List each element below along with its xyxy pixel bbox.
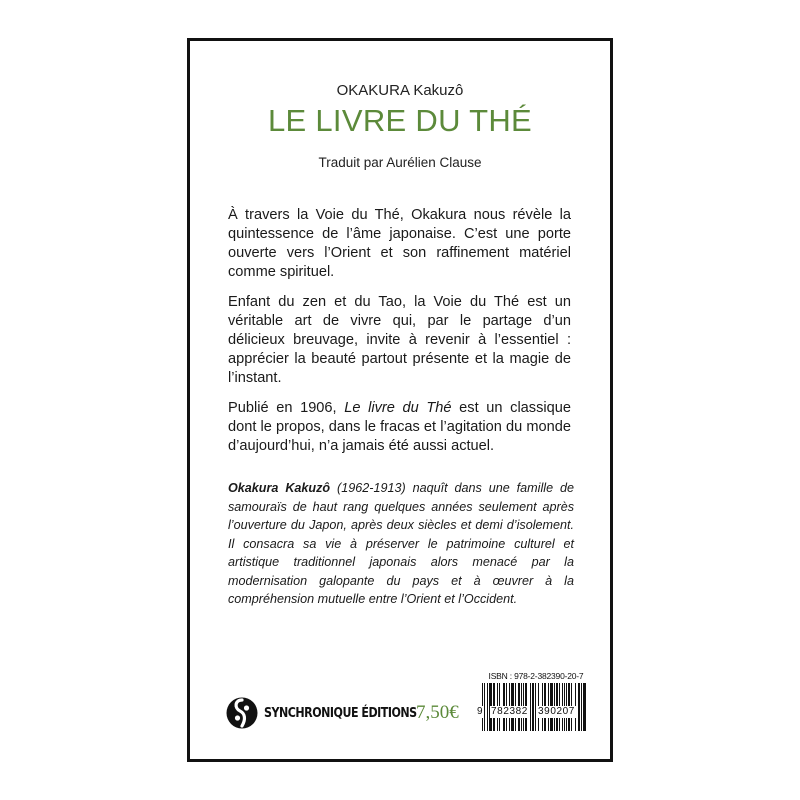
author-name: OKAKURA Kakuzô bbox=[336, 82, 464, 99]
isbn-label: ISBN : 978-2-382390-20-7 bbox=[488, 671, 584, 681]
blurb-paragraph-3-prefix: Publié en 1906, bbox=[228, 400, 345, 416]
publisher-name: SYNCHRONIQUE ÉDITIONS bbox=[264, 705, 417, 721]
barcode-bar bbox=[530, 683, 531, 731]
author-bio-text: (1962-1913) naquît dans une famille de samouraïs de haut rang quelques années seulement après l’ouverture du Japon, après deux siècles et demi d’isolement. Il consacra sa vie à préserver le patrimoine culturel et artistique traditionnel japonais alors menacé par la modernisation galopante du pays et à œuvrer à la compréhension mutuelle entre l’Orient et l’Occident. bbox=[228, 481, 574, 606]
translator-credit: Traduit par Aurélien Clause bbox=[318, 155, 482, 170]
author-bio bbox=[228, 479, 574, 609]
barcode-digits-right: 390207 bbox=[538, 706, 575, 717]
blurb bbox=[228, 206, 571, 467]
publisher-logo-icon bbox=[226, 697, 258, 729]
barcode-digits-left: 782382 bbox=[491, 706, 528, 717]
book-title-inline: Le livre du Thé bbox=[344, 400, 452, 416]
barcode-bar bbox=[532, 683, 534, 731]
barcode-bar bbox=[583, 683, 586, 731]
blurb-paragraph-2: Enfant du zen et du Tao, la Voie du Thé est un véritable art de vivre qui, par le partage d’un délicieux breuvage, invite à revenir à l’essentiel : apprécier la beauté partout présente et la magie de l’instant. bbox=[228, 294, 571, 386]
author-bio-name: Okakura Kakuzô bbox=[228, 481, 331, 495]
blurb-paragraph-1: À travers la Voie du Thé, Okakura nous révèle la quintessence de l’âme japonaise. C’est une porte ouverte vers l’Orient et son raffinement matériel comme spirituel. bbox=[228, 207, 571, 280]
barcode-bar bbox=[487, 683, 488, 731]
barcode-bar bbox=[535, 683, 536, 731]
book-back-cover bbox=[187, 38, 613, 762]
barcode-bar bbox=[581, 683, 582, 731]
blurb-paragraph-3-suffix: est un classique dont le propos, dans le fracas et l’agitation du monde d’aujourd’hui, n’a jamais été aussi actuel. bbox=[228, 400, 571, 454]
book-title: LE LIVRE DU THÉ bbox=[267, 103, 533, 138]
barcode-bar bbox=[578, 683, 580, 731]
barcode-digit-first: 9 bbox=[477, 706, 484, 717]
blurb-paragraph-3 bbox=[228, 399, 571, 456]
price: 7,50€ bbox=[416, 702, 459, 723]
